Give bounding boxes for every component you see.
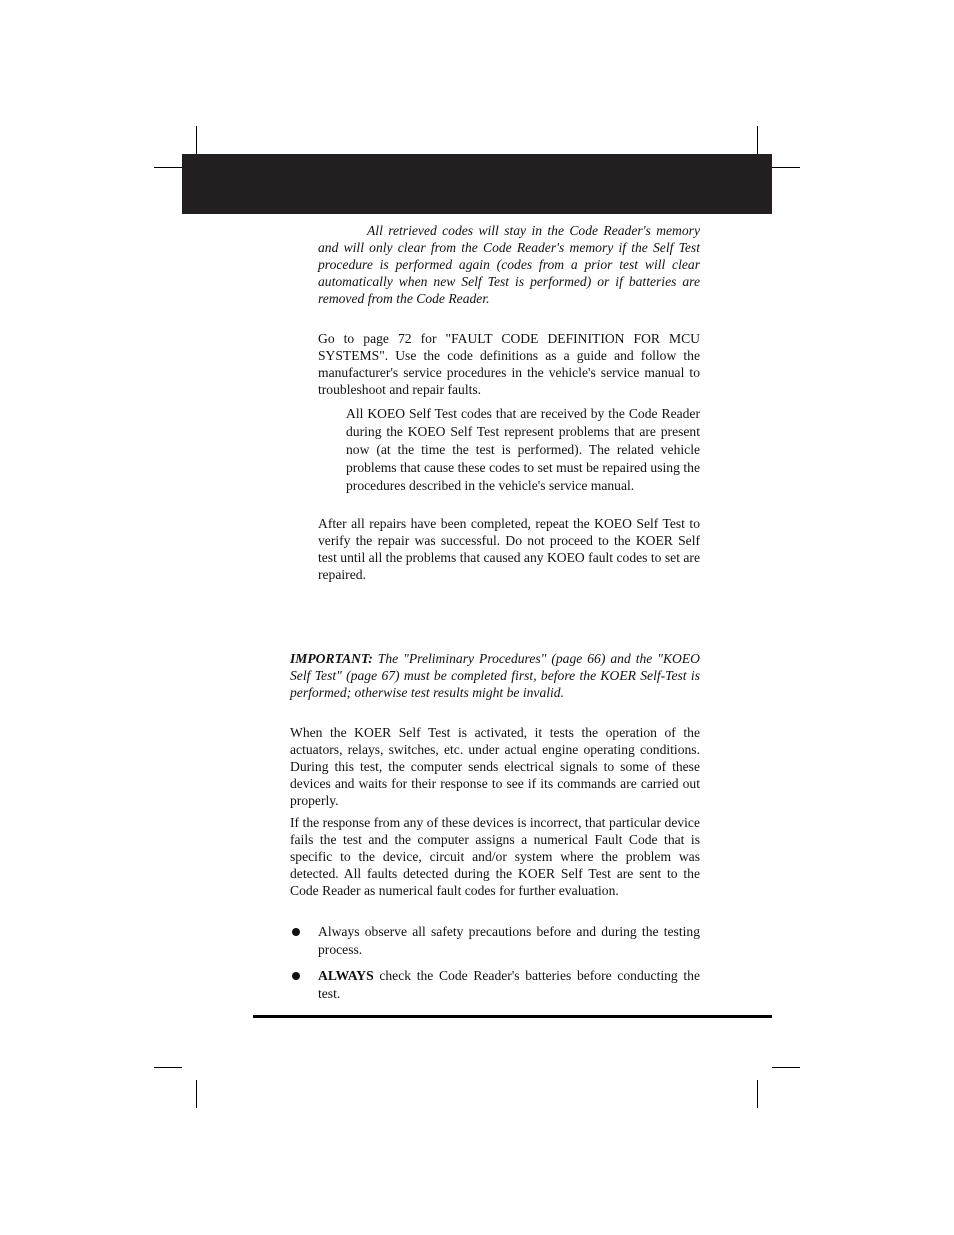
paragraph-goto-definitions: Go to page 72 for "FAULT CODE DEFINITION FOR MCU SYSTEMS". Use the code definitions as a guide and follow the manufacturer's service procedures in the vehicle's service manual to troubleshoot and repair faults. (318, 331, 700, 397)
crop-mark-top-right-vertical (757, 126, 758, 154)
paragraph-response: If the response from any of these devices is incorrect, that particular device fails the test and the computer assigns a numerical Fault Code that is specific to the device, circuit and/or system where the problem was detected. All faults detected during the KOER Self Test are sent to the Code Reader as numerical fault codes for further evaluation. (290, 815, 700, 898)
header-bar (182, 154, 772, 214)
crop-mark-top-right-horizontal (772, 167, 800, 168)
crop-mark-bottom-right-horizontal (772, 1067, 800, 1068)
paragraph-koer-activated: When the KOER Self Test is activated, it tests the operation of the actuators, relays, switches, etc. under actual engine operating conditions. During this test, the computer sends electrical signals to some of these devices and waits for their response to see if its commands are carried out properly. (290, 725, 700, 808)
crop-mark-bottom-left-vertical (196, 1080, 197, 1108)
footer-rule (253, 1015, 772, 1018)
important-text: The "Preliminary Procedures" (page 66) and the "KOEO Self Test" (page 67) must be completed first, before the KOER Self-Test is performed; otherwise test results might be invalid. (290, 651, 700, 700)
bullet-item-safety (318, 923, 700, 959)
important-note (290, 650, 700, 701)
crop-mark-top-left-vertical (196, 126, 197, 154)
crop-mark-bottom-left-horizontal (154, 1067, 182, 1068)
bullet-text: check the Code Reader's batteries before conducting the test. (318, 968, 700, 1001)
bullet-item-batteries (318, 967, 700, 1003)
paragraph-after-repairs: After all repairs have been completed, repeat the KOEO Self Test to verify the repair was successful. Do not proceed to the KOER Self test until all the problems that caused any KOEO fault codes to set are repaired. (318, 516, 700, 582)
crop-mark-bottom-right-vertical (757, 1080, 758, 1108)
bullet-dot (292, 928, 300, 936)
bullet-bold: ALWAYS (318, 968, 374, 983)
note-codes-memory: All retrieved codes will stay in the Code Reader's memory and will only clear from the Code Reader's memory if the Self Test procedure is performed again (codes from a prior test will clear automatically when new Self Test is performed) or if batteries are removed from the Code Reader. (318, 223, 700, 306)
paragraph-koeo-codes: All KOEO Self Test codes that are received by the Code Reader during the KOEO Self Test represent problems that are present now (at the time the test is performed). The related vehicle problems that cause these codes to set must be repaired using the procedures described in the vehicle's service manual. (346, 406, 700, 493)
crop-mark-top-left-horizontal (154, 167, 182, 168)
important-label: IMPORTANT: (290, 651, 373, 666)
bullet-text: Always observe all safety precautions before and during the testing process. (318, 924, 700, 957)
bullet-dot (292, 972, 300, 980)
